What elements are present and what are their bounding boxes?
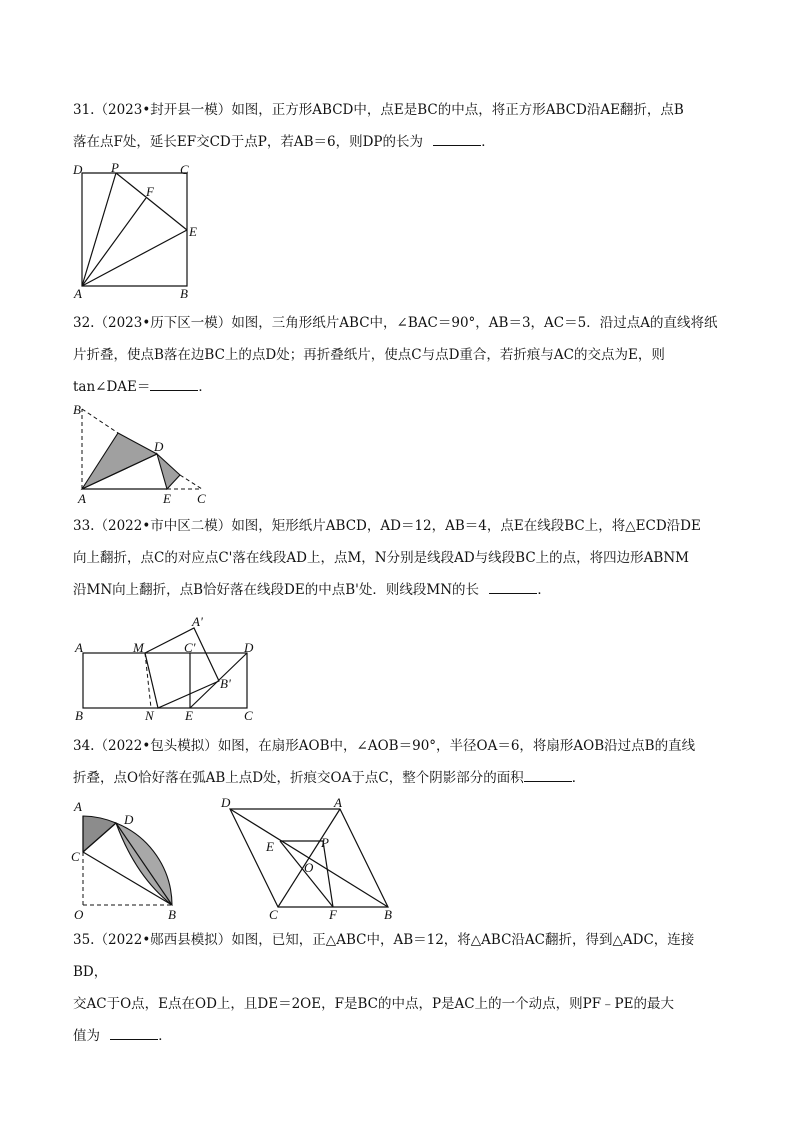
label-E: E [163,491,171,506]
q32-figure [70,402,220,507]
question-35 [73,924,723,1052]
segment-af [82,198,146,286]
label-B-prime: B' [220,676,231,691]
label-A: A [78,491,86,506]
label-C: C [180,162,189,177]
q34-line1: 34.（2022•包头模拟）如图，在扇形AOB中，∠AOB＝90°，半径OA＝6，将扇形AOB沿过点B的直线 [73,738,696,754]
segment-db [116,823,172,905]
question-32 [73,307,723,403]
label-D: D [73,162,83,177]
label-D: D [244,640,254,655]
label-E: E [189,224,197,239]
answer-blank[interactable] [433,131,481,146]
q33-figure [70,612,270,727]
label-F: F [329,907,337,922]
label-C: C [244,708,253,723]
label-C: C [197,491,206,506]
q34-figure-sector [70,797,180,922]
q32-line3: tan∠DAE＝ ． [73,371,723,403]
label-D: D [221,795,231,810]
label-P: P [111,160,119,175]
answer-blank[interactable] [524,767,572,782]
dashed-to-c [180,475,202,489]
q35-line1: 35.（2022•郧西县模拟）如图，已知，正△ABC中，AB＝12，将△ABC沿AC翻折，得到△ADC，连接BD， [73,932,695,980]
q34-line2: 折叠，点O恰好落在弧AB上点D处，折痕交OA于点C，整个阴影部分的面积 ． [73,762,723,794]
q31-line2: 落在点F处，延长EF交CD于点P，若AB＝6，则DP的长为 ． [73,126,723,158]
shaded-triangle-dec [157,454,180,489]
question-31 [73,94,723,158]
dashed-mn [145,653,151,708]
label-C-prime: C' [184,640,196,655]
label-D: D [124,812,134,827]
q35-line2: 交AC于O点，E点在OD上，且DE＝2OE，F是BC的中点，P是AC上的一个动点，则PF﹣PE的最大 [73,996,674,1012]
q35-line3: 值为 ． [73,1020,723,1052]
label-B: B [73,402,81,417]
q31-figure [70,160,210,300]
q33-line1: 33.（2022•市中区二模）如图，矩形纸片ABCD，AD＝12，AB＝4，点E在线段BC上，将△ECD沿DE [73,518,701,534]
segment-ep [116,173,187,230]
label-A: A [74,799,82,814]
square-abcd [82,173,187,286]
q33-line2: 向上翻折，点C的对应点C'落在线段AD上，点M，N分别是线段AD与线段BC上的点，将四边形ABNM [73,550,689,566]
question-34 [73,730,723,794]
q31-line1: 31.（2023•封开县一模）如图，正方形ABCD中，点E是BC的中点，将正方形ABCD沿AE翻折，点B [73,102,684,118]
label-N: N [145,708,154,723]
shaded-triangle-abd [82,433,157,489]
label-B: B [75,708,83,723]
label-B: B [180,286,188,301]
question-33 [73,510,723,606]
label-B: B [168,907,176,922]
label-E: E [266,839,274,854]
label-F: F [146,184,154,199]
segment-ap [82,173,116,286]
label-D: D [154,439,164,454]
answer-blank[interactable] [489,579,537,594]
q32-line2: 片折叠，使点B落在边BC上的点D处；再折叠纸片，使点C与点D重合，若折痕与AC的交点为E，则 [73,347,665,363]
shaded-region-acd [83,816,116,852]
label-M: M [133,640,144,655]
label-A: A [75,640,83,655]
label-C: C [269,907,278,922]
label-B: B [384,907,392,922]
label-O: O [74,907,84,922]
folded-quadrilateral [145,628,219,708]
label-A: A [334,795,342,810]
answer-blank[interactable] [150,376,198,391]
q32-line1: 32.（2023•历下区一模）如图，三角形纸片ABC中，∠BAC＝90°，AB＝3，AC＝5．沿过点A的直线将纸 [73,315,718,331]
dashed-bd-top [82,409,118,433]
q33-line3: 沿MN向上翻折，点B恰好落在线段DE的中点B'处．则线段MN的长 ． [73,574,723,606]
label-O: O [304,860,314,875]
label-A-prime: A' [192,614,203,629]
label-A: A [74,286,82,301]
label-E: E [185,708,193,723]
label-P: P [321,835,329,850]
segment-ae [82,230,187,286]
label-C: C [71,849,80,864]
q34-figure-rhombus [218,795,408,922]
answer-blank[interactable] [110,1025,158,1040]
